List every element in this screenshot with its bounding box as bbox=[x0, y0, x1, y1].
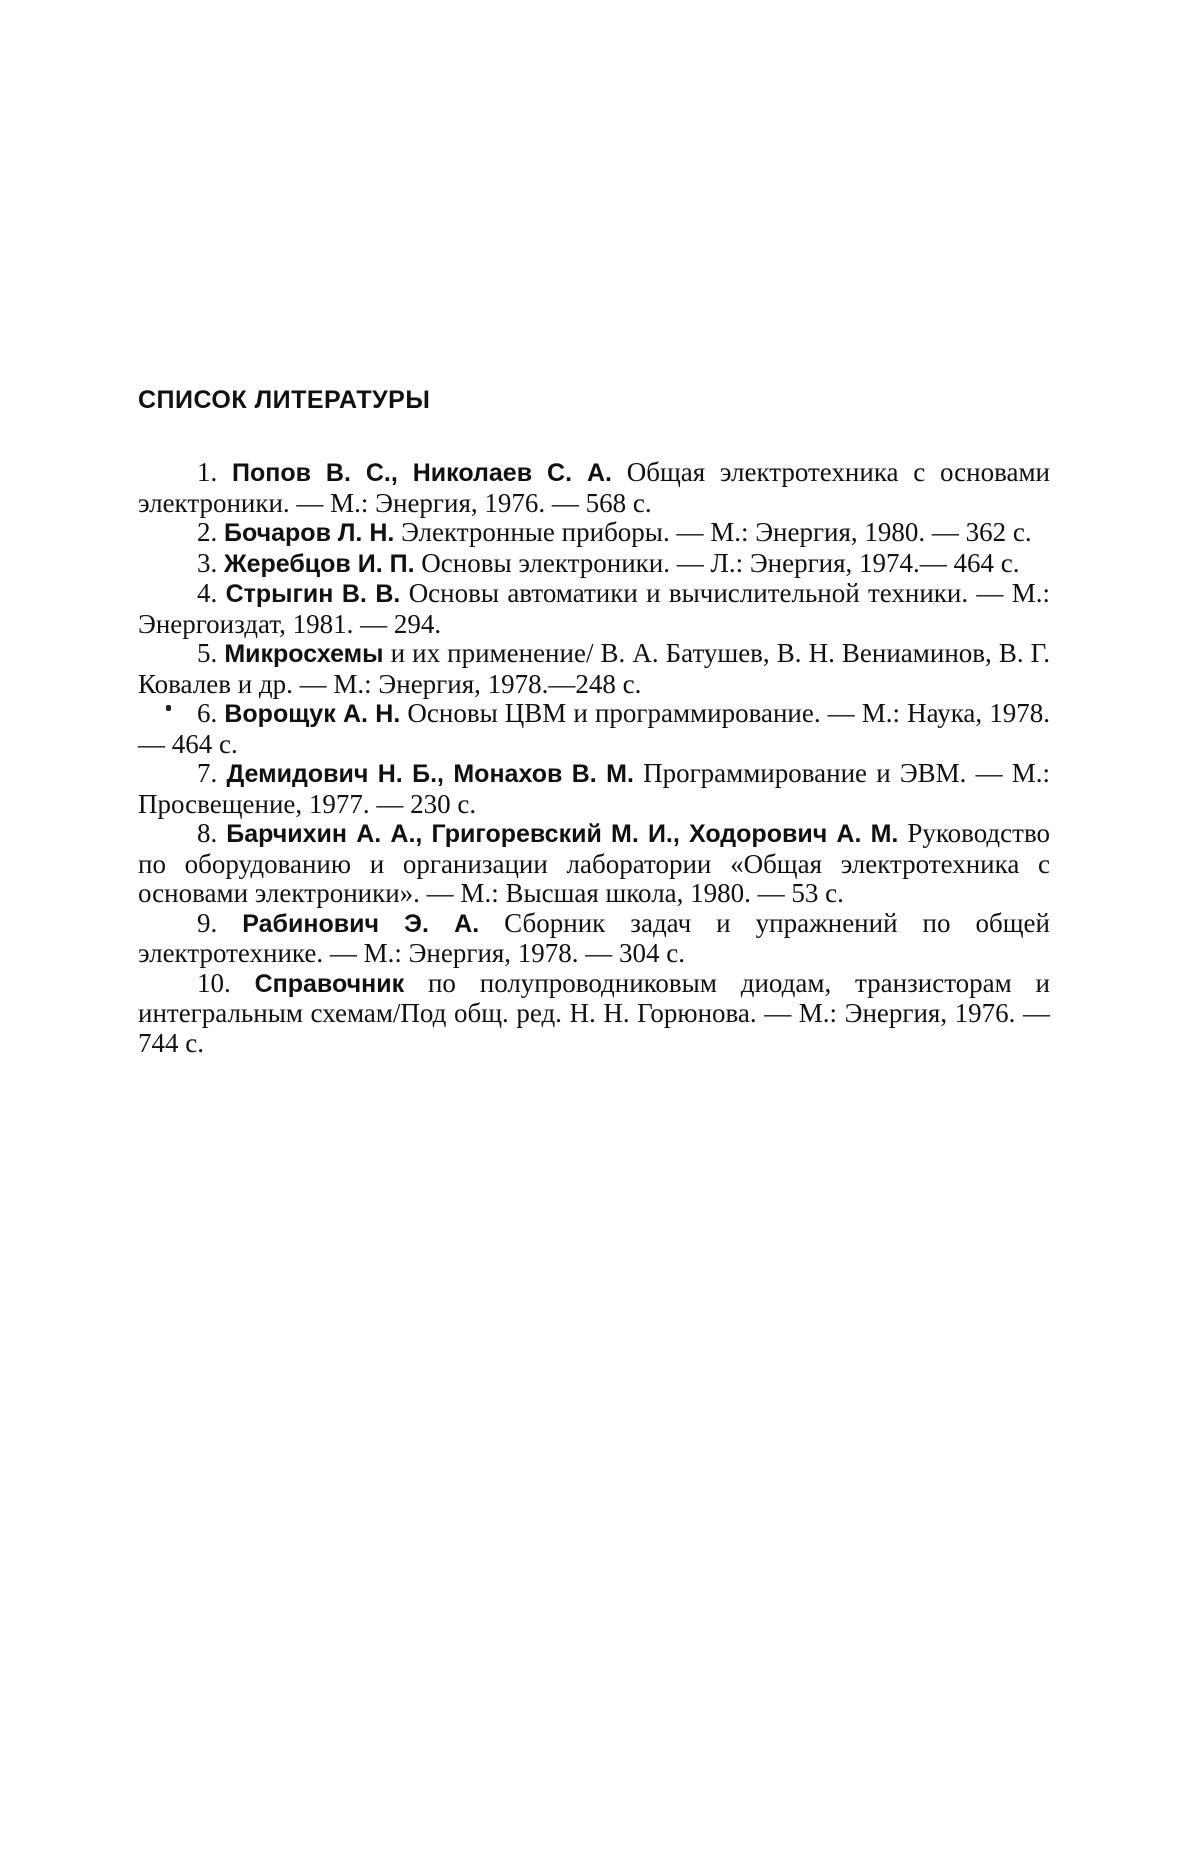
reference-details: Основы ЦВМ и программирование. — М.: Наука, 1978. — 464 с. bbox=[138, 698, 1050, 759]
reference-list bbox=[138, 458, 1050, 1058]
reference-authors: Бочаров Л. Н. bbox=[224, 519, 395, 547]
reference-number: 10. bbox=[197, 967, 231, 998]
reference-details: Основы автоматики и вычислительной техники. — М.: Энергоиздат, 1981. — 294. bbox=[138, 578, 1050, 639]
reference-item bbox=[138, 969, 1050, 1059]
reference-authors: Справочник bbox=[254, 969, 405, 998]
reference-item bbox=[138, 458, 1050, 518]
page-title: СПИСОК ЛИТЕРАТУРЫ bbox=[138, 386, 431, 414]
reference-number: 3. bbox=[197, 547, 218, 578]
reference-number: 7. bbox=[197, 758, 218, 788]
reference-authors: Микросхемы bbox=[224, 640, 384, 668]
reference-item bbox=[138, 639, 1050, 699]
reference-details: Программирование и ЭВМ. — М.: Просвещение, 1977. — 230 с. bbox=[138, 758, 1051, 819]
reference-authors: Демидович Н. Б., Монахов В. М. bbox=[226, 760, 634, 788]
reference-item bbox=[138, 759, 1050, 819]
reference-details: и их применение/ В. А. Батушев, В. Н. Вениаминов, В. Г. Ковалев и др. — М.: Энергия, 1978.—248 с. bbox=[138, 638, 1050, 699]
reference-number: 1. bbox=[197, 457, 218, 487]
reference-item bbox=[138, 518, 1050, 549]
reference-details: Электронные приборы. — М.: Энергия, 1980. — 362 с. bbox=[401, 517, 1032, 547]
reference-authors: Ворощук А. Н. bbox=[224, 700, 401, 728]
reference-authors: Стрыгин В. В. bbox=[225, 580, 401, 608]
reference-details: Руководство по оборудованию и организации лаборатории «Общая электротехника с основами электроники». — М.: Высшая школа, 1980. — 53 с. bbox=[138, 818, 1051, 908]
reference-item bbox=[138, 549, 1050, 580]
reference-number: 4. bbox=[197, 578, 218, 608]
reference-number: 9. bbox=[197, 907, 218, 938]
reference-authors: Попов В. С., Николаев С. А. bbox=[232, 459, 612, 487]
reference-item bbox=[138, 909, 1050, 969]
reference-details: Сборник задач и упражнений по общей электротехнике. — М.: Энергия, 1978. — 304 с. bbox=[138, 907, 1050, 968]
reference-details: Общая электротехника с основами электроники. — М.: Энергия, 1976. — 568 с. bbox=[138, 457, 1051, 518]
reference-item bbox=[138, 819, 1050, 909]
reference-number: 8. bbox=[197, 818, 218, 848]
reference-details: по полупроводниковым диодам, транзисторам и интегральным схемам/Под общ. ред. Н. Н. Горюнова. — М.: Энергия, 1976. — 744 с. bbox=[138, 967, 1051, 1058]
reference-authors: Барчихин А. А., Григоревский М. И., Ходорович А. М. bbox=[226, 820, 899, 848]
reference-item bbox=[138, 699, 1050, 759]
reference-number: 2. bbox=[197, 517, 218, 547]
reference-details: Основы электроники. — Л.: Энергия, 1974.— 464 с. bbox=[421, 547, 1020, 578]
reference-number: 6. bbox=[197, 698, 218, 728]
reference-authors: Рабинович Э. А. bbox=[242, 909, 480, 938]
reference-number: 5. bbox=[197, 638, 218, 668]
reference-item bbox=[138, 579, 1050, 639]
reference-authors: Жеребцов И. П. bbox=[224, 549, 415, 578]
